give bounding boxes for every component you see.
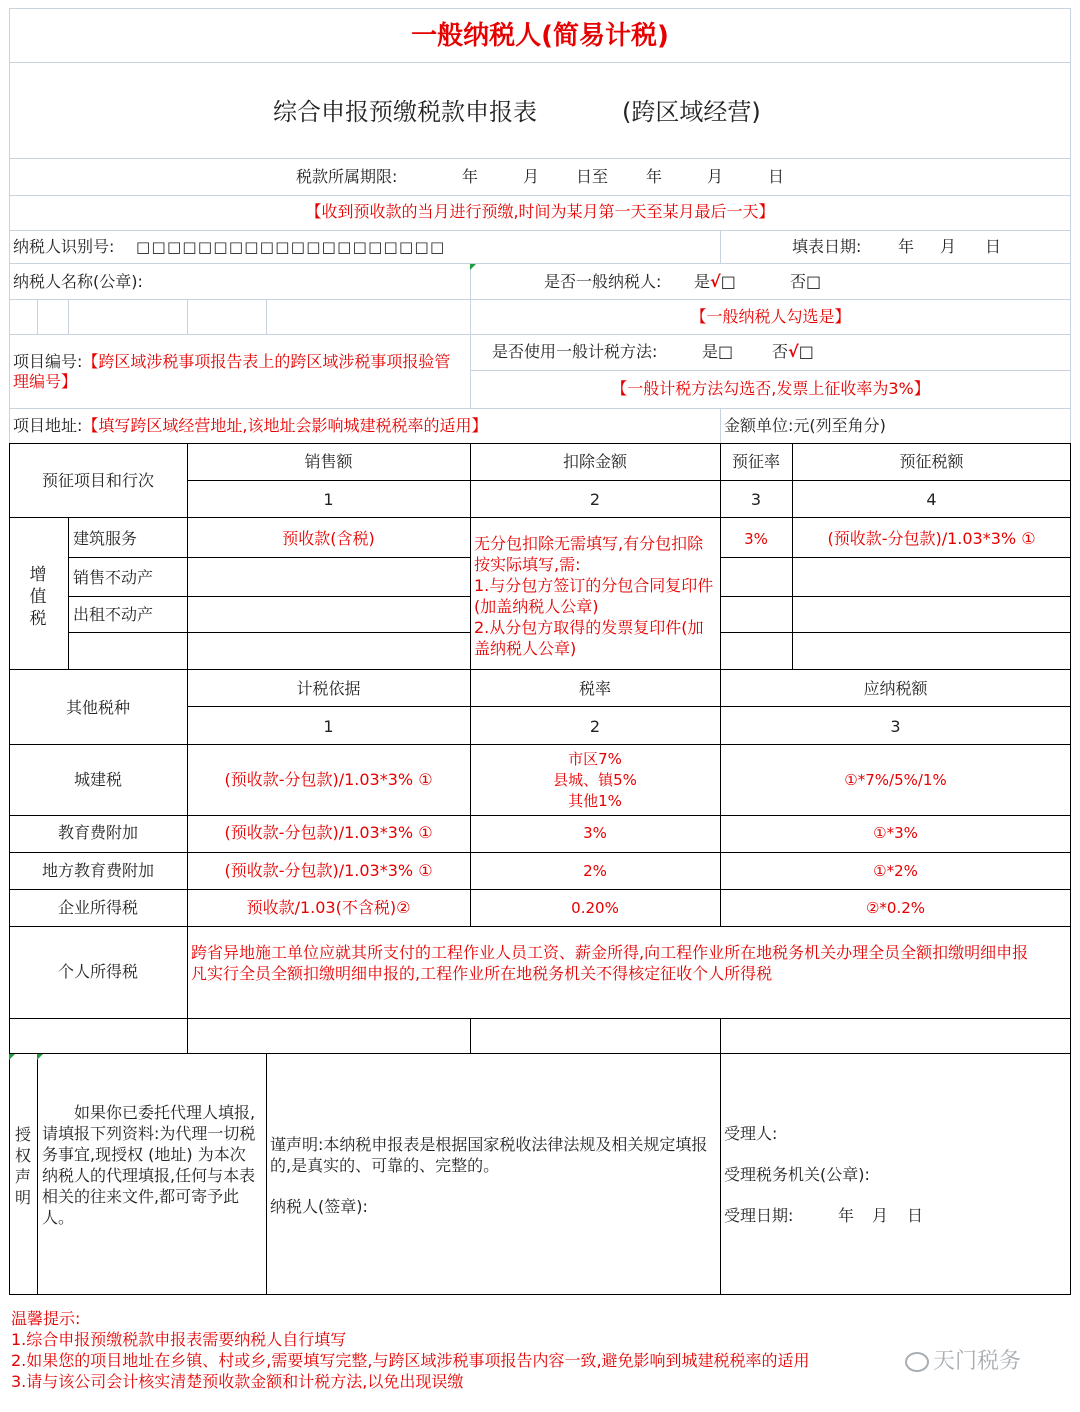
taxpayer-id-boxes[interactable]: □□□□□□□□□□□□□□□□□□□□ bbox=[136, 238, 446, 256]
fill-date-month: 月 bbox=[940, 237, 957, 256]
vat-group-label: 增值税 bbox=[29, 565, 47, 629]
general-taxpayer-label: 是否一般纳税人: bbox=[544, 272, 662, 291]
amount-unit: 金额单位:元(列至角分) bbox=[724, 416, 886, 435]
vat-header-deduction: 扣除金额 bbox=[562, 452, 627, 471]
table-row-basis: (预收款-分包款)/1.03*3% ① bbox=[224, 823, 433, 842]
page-title: 一般纳税人(简易计税) bbox=[411, 21, 669, 51]
other-col-num-1: 1 bbox=[323, 717, 334, 736]
vat-deduction-note: 无分包扣除无需填写,有分包扣除按实际填写,需: 1.与分包方签订的分包合同复印件(加盖纳税人公章) 2.从分包方取得的发票复印件(加盖纳税人公章) bbox=[474, 534, 714, 658]
check-mark-icon: √ bbox=[710, 272, 721, 291]
other-header-rate: 税率 bbox=[578, 679, 611, 698]
table-row-rate: 市区7% 县城、镇5% 其他1% bbox=[553, 750, 637, 810]
table-row-basis: (预收款-分包款)/1.03*3% ① bbox=[224, 770, 433, 789]
personal-tax-note: 跨省异地施工单位应就其所支付的工程作业人员工资、薪金所得,向工程作业所在地税务机关办理全员全额扣缴明细申报 凡实行全员全额扣缴明细申报的,工程作业所在地税务机关不得核定征收个人所得税 bbox=[191, 943, 1029, 983]
table-row-tax: ①*7%/5%/1% bbox=[844, 771, 947, 789]
project-address bbox=[13, 416, 488, 436]
vat-row-rent-property: 出租不动产 bbox=[73, 605, 154, 624]
other-header-tax: 应纳税额 bbox=[863, 679, 928, 698]
general-taxpayer-note: 【一般纳税人勾选是】 bbox=[690, 307, 851, 326]
table-row-tax: ②*0.2% bbox=[865, 899, 926, 917]
table-row-tax: ①*2% bbox=[873, 862, 918, 880]
receiving-date-year: 年 bbox=[838, 1206, 855, 1225]
table-row-tax: ①*3% bbox=[873, 824, 918, 842]
table-row-basis: (预收款-分包款)/1.03*3% ① bbox=[224, 861, 433, 880]
other-header-name: 其他税种 bbox=[65, 698, 130, 717]
checkbox-icon: □ bbox=[720, 272, 736, 291]
project-no bbox=[13, 352, 463, 392]
vat-col-num-2: 2 bbox=[589, 490, 601, 509]
fill-date-label: 填表日期: bbox=[792, 237, 862, 256]
vat-header-sales: 销售额 bbox=[304, 452, 353, 471]
period-label: 税款所属期限: bbox=[296, 167, 398, 186]
project-address-label: 项目地址: bbox=[13, 416, 83, 435]
vat-rate: 3% bbox=[744, 530, 768, 548]
watermark bbox=[905, 1348, 1021, 1376]
taxpayer-id-label: 纳税人识别号: bbox=[13, 237, 115, 256]
period-day-to: 日至 bbox=[576, 167, 609, 186]
declaration-text: 谨声明:本纳税申报表是根据国家税收法律法规及相关规定填报的,是真实的、可靠的、完整的。 bbox=[270, 1135, 708, 1175]
vat-tax-formula: (预收款-分包款)/1.03*3% ① bbox=[827, 529, 1036, 548]
taxpayer-name-label: 纳税人名称(公章): bbox=[13, 272, 143, 291]
watermark-text: 天门税务 bbox=[933, 1349, 1022, 1374]
vat-sales-note: 预收款(含税) bbox=[282, 529, 375, 548]
receiving-date-label: 受理日期: bbox=[724, 1206, 794, 1225]
period-note: 【收到预收款的当月进行预缴,时间为某月第一天至某月最后一天】 bbox=[305, 202, 775, 221]
general-method-no[interactable] bbox=[772, 342, 814, 362]
table-row-rate: 0.20% bbox=[571, 899, 619, 917]
general-method-no-label: 否 bbox=[772, 342, 789, 361]
checkbox-icon: □ bbox=[798, 342, 814, 361]
general-method-yes[interactable]: 是□ bbox=[702, 342, 734, 361]
table-row-name: 城建税 bbox=[73, 770, 122, 789]
table-row-name: 地方教育费附加 bbox=[41, 861, 154, 880]
vat-col-num-3: 3 bbox=[750, 490, 762, 509]
authorization-text: 如果你已委托代理人填报,请填报下列资料:为代理一切税务事宜,现授权 (地址) 为本次纳税人的代理填报,任何与本表相关的往来文件,都可寄予此人。 bbox=[42, 1103, 256, 1227]
vat-header-tax: 预征税额 bbox=[899, 452, 964, 471]
other-col-num-3: 3 bbox=[890, 717, 901, 736]
general-method-label: 是否使用一般计税方法: bbox=[492, 342, 658, 361]
form-title bbox=[273, 96, 537, 128]
taxpayer-sign-label: 纳税人(签章): bbox=[270, 1197, 368, 1216]
table-row-name: 企业所得税 bbox=[57, 898, 138, 917]
check-mark-icon: √ bbox=[788, 342, 799, 361]
general-taxpayer-no[interactable]: 否□ bbox=[790, 272, 822, 291]
form-subtitle: (跨区域经营) bbox=[622, 98, 761, 126]
receiving-date-month: 月 bbox=[872, 1206, 889, 1225]
tips-item-1: 1.综合申报预缴税款申报表需要纳税人自行填写 bbox=[11, 1330, 347, 1349]
period-month-2: 月 bbox=[707, 167, 724, 186]
receiving-date-day: 日 bbox=[907, 1206, 924, 1225]
wechat-icon bbox=[905, 1352, 929, 1372]
project-no-note: 【跨区域涉税事项报告表上的跨区域涉税事项报验管理编号】 bbox=[13, 352, 451, 391]
table-row-basis: 预收款/1.03(不含税)② bbox=[246, 898, 411, 917]
other-col-num-2: 2 bbox=[589, 717, 601, 736]
period-month-1: 月 bbox=[523, 167, 540, 186]
tips-item-2: 2.如果您的项目地址在乡镇、村或乡,需要填写完整,与跨区域涉税事项报告内容一致,避免影响到城建税税率的适用 bbox=[11, 1351, 810, 1370]
project-no-label: 项目编号: bbox=[13, 352, 83, 371]
period-year-2: 年 bbox=[646, 167, 663, 186]
vat-col-num-1: 1 bbox=[323, 490, 334, 509]
table-row-rate: 2% bbox=[583, 862, 607, 880]
vat-header-item: 预征项目和行次 bbox=[41, 471, 154, 490]
tips-item-3: 3.请与该公司会计核实清楚预收款金额和计税方法,以免出现误缴 bbox=[11, 1372, 464, 1391]
vat-header-rate: 预征率 bbox=[731, 452, 780, 471]
period-day-2: 日 bbox=[768, 167, 785, 186]
form-title-main: 综合申报预缴税款申报表 bbox=[273, 98, 537, 126]
table-row-name: 教育费附加 bbox=[57, 823, 138, 842]
authorization-vertical-label: 授权声明 bbox=[14, 1125, 31, 1207]
period-year-1: 年 bbox=[462, 167, 479, 186]
vat-row-sale-property: 销售不动产 bbox=[73, 568, 154, 587]
fill-date-year: 年 bbox=[898, 237, 915, 256]
general-taxpayer-yes[interactable] bbox=[694, 272, 736, 292]
fill-date-day: 日 bbox=[985, 237, 1002, 256]
personal-tax-name: 个人所得税 bbox=[57, 962, 138, 981]
receiving-office-label: 受理税务机关(公章): bbox=[724, 1165, 870, 1184]
general-taxpayer-yes-label: 是 bbox=[694, 272, 711, 291]
table-row-rate: 3% bbox=[583, 824, 607, 842]
receiver-label: 受理人: bbox=[724, 1124, 778, 1143]
general-method-note: 【一般计税方法勾选否,发票上征收率为3%】 bbox=[611, 379, 930, 398]
vat-col-num-4: 4 bbox=[926, 490, 937, 509]
other-header-basis: 计税依据 bbox=[296, 679, 361, 698]
tips-title: 温馨提示: bbox=[11, 1309, 81, 1328]
project-address-note: 【填写跨区域经营地址,该地址会影响城建税税率的适用】 bbox=[82, 416, 488, 435]
vat-row-construction: 建筑服务 bbox=[73, 529, 138, 548]
